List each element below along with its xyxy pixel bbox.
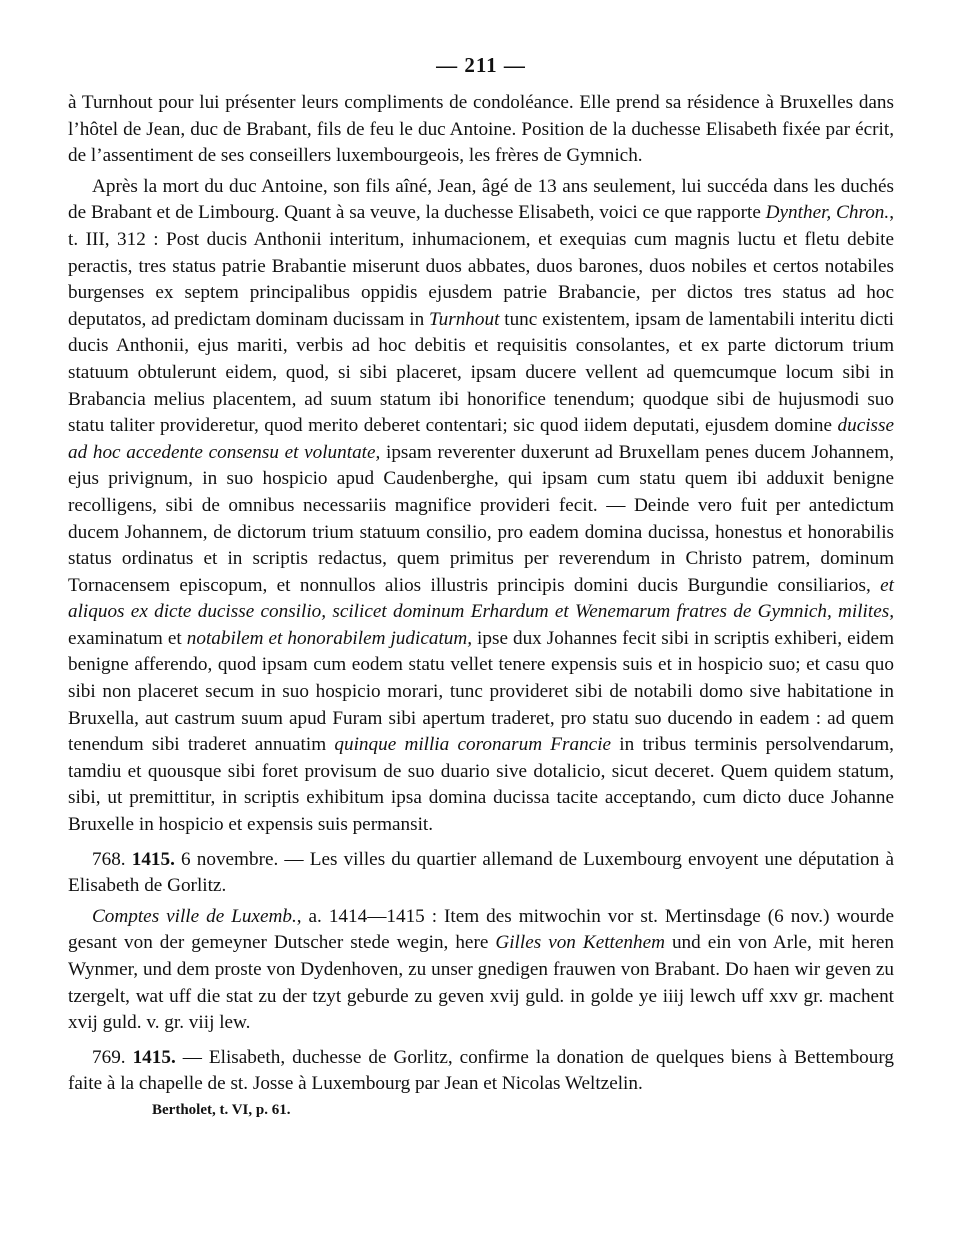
text-run: , a. 1414—1415 : Item des mitwochin vor st. Mertinsdage (6 nov.) wourde gesant von der gemeyner Dutscher stede wegin, here: [68, 905, 894, 954]
entry-768-source: [68, 904, 894, 1037]
entry-769-source: Bertholet, t. VI, p. 61.: [152, 1101, 291, 1118]
summary-paragraph: à Turnhout pour lui présenter leurs compliments de condoléance. Elle prend sa résidence à Bruxelles dans l’hôtel de Jean, duc de Brabant, fils de feu le duc Antoine. Position de la duchesse Elisabeth fixée par écrit, de l’assentiment de ses conseillers luxembourgeois, les frères de Gymnich.: [68, 92, 894, 167]
entry-number: 768.: [92, 848, 126, 870]
entry-769: [68, 1045, 894, 1098]
entry-768: [68, 847, 894, 900]
page-number: — 211 —: [436, 53, 526, 77]
entry-text: — Elisabeth, duchesse de Gorlitz, confirme la donation de quelques biens à Bettembourg faite à la chapelle de st. Josse à Luxembourg par Jean et Nicolas Weltzelin.: [68, 1046, 894, 1095]
italic-run: quinque millia coronarum Francie: [334, 734, 612, 756]
text-run: tunc existentem, ipsam de lamentabili interitu dicti ducis Anthonii, ejus mariti, verbis ad hoc debitis et requisitis consolantes, et ex parte dictorum trium statuum obtulerunt eidem, quod, si sibi placeret, ipsam ducere vellent ad quemcumque locum sibi in Brabancia melius placentem, ad suum statum ibi honorifice tenendum; quodque sibi de hujusmodi suo statu taliter provideretur, quod merito deberet contentari; sic quod iidem deputati, ejusdem domine: [68, 308, 895, 437]
citation-italic: Dynther, Chron.: [765, 202, 890, 224]
document-page: [68, 52, 894, 1120]
source-italic: Comptes ville de Luxemb.: [92, 905, 297, 927]
entry-number: 769.: [92, 1046, 126, 1068]
main-paragraph: [68, 174, 894, 839]
text-run: ipsam reverenter duxerunt ad Bruxellam penes ducem Johannem, ejus privignum, in suo hospicio apud Caudenberghe, qui ipsam cum statu quem ibi adduxit benigne recolligens, sibi de omnibus necessariis magnifice provideri fecit. — Deinde vero fuit per antedictum ducem Johannem, de dictorum trium statuum consilio, pro eadem domina ducissa, honestus et honorabilis status ordinatus et in scriptis redactus, quem primitus per reverendum in Christo patrem, dominum Tornacensem episcopum, et nonnullos alios illustris principis domini ducis Burgundie consiliarios,: [68, 441, 894, 596]
text-run: ipse dux Johannes fecit sibi in scriptis exhiberi, eidem benigne afferendo, quod ipsam cum eodem statu vellet tenere expensis suis et in hospicio suo; et casu quo sibi non placeret secum in suo hospicio morari, tunc provideret sibi de notabili domo sive habitatione in Bruxella, aut castrum suum apud Furam sibi apertum traderet, pro statu suo ducendo in eadem : ad quem tenendum sibi traderet annuatim: [68, 627, 894, 756]
text-run: , t. III, 312 : Post ducis Anthonii interitum, inhumacionem, et exequias cum magnis luctu et fletu debite peractis, tres status patrie Brabantie miserunt duos abbates, duos barones, duos nobiles et certos notabiles burgenses ex septem principalibus oppidis ejusdem patrie Brabancie, per dictos tres status ad hoc deputatos, ad predictam dominam ducissam in: [68, 202, 894, 330]
italic-run: et aliquos ex dicte ducisse consilio, scilicet dominum Erhardum et Wenemarum fratres de Gymnich, milites,: [68, 574, 894, 623]
entry-text: 6 novembre. — Les villes du quartier allemand de Luxembourg envoyent une députation à Elisabeth de Gorlitz.: [68, 848, 894, 897]
entry-year: 1415.: [132, 1046, 176, 1068]
text-run: Après la mort du duc Antoine, son fils aîné, Jean, âgé de 13 ans seulement, lui succéda dans les duchés de Brabant et de Limbourg. Quant à sa veuve, la duchesse Elisabeth, voici ce que rapporte: [68, 175, 894, 224]
text-run: in tribus terminis persolvendarum, tamdiu et quousque sibi foret provisum de suo duario sive dotalicio, sicut deceret. Quem quidem statum, sibi, ut premittitur, in scriptis exhibitum ipsa domina ducissa tacite acceptando, cum dicto duce Johanne Bruxelle in hospicio et expensis suis permansit.: [68, 734, 894, 836]
place-italic: Turnhout: [429, 308, 500, 330]
text-run: und ein von Arle, mit heren Wynmer, und dem proste von Dydenhoven, zu unser gnedigen frauwen von Brabant. Do haen wir geven zu tzergelt, wat uff die stat zu der tzyt geburde zu geven xvij guld. in golde ye iiij lewch uff xxv gr. machent xvij guld. v. gr. viij lew.: [68, 932, 894, 1034]
entry-year: 1415.: [131, 848, 175, 870]
italic-run: ducisse ad hoc accedente consensu et voluntate,: [68, 415, 894, 463]
text-run: examinatum et: [68, 627, 187, 649]
italic-run: notabilem et honorabilem judicatum,: [186, 627, 473, 649]
person-italic: Gilles von Kettenhem: [495, 932, 665, 954]
